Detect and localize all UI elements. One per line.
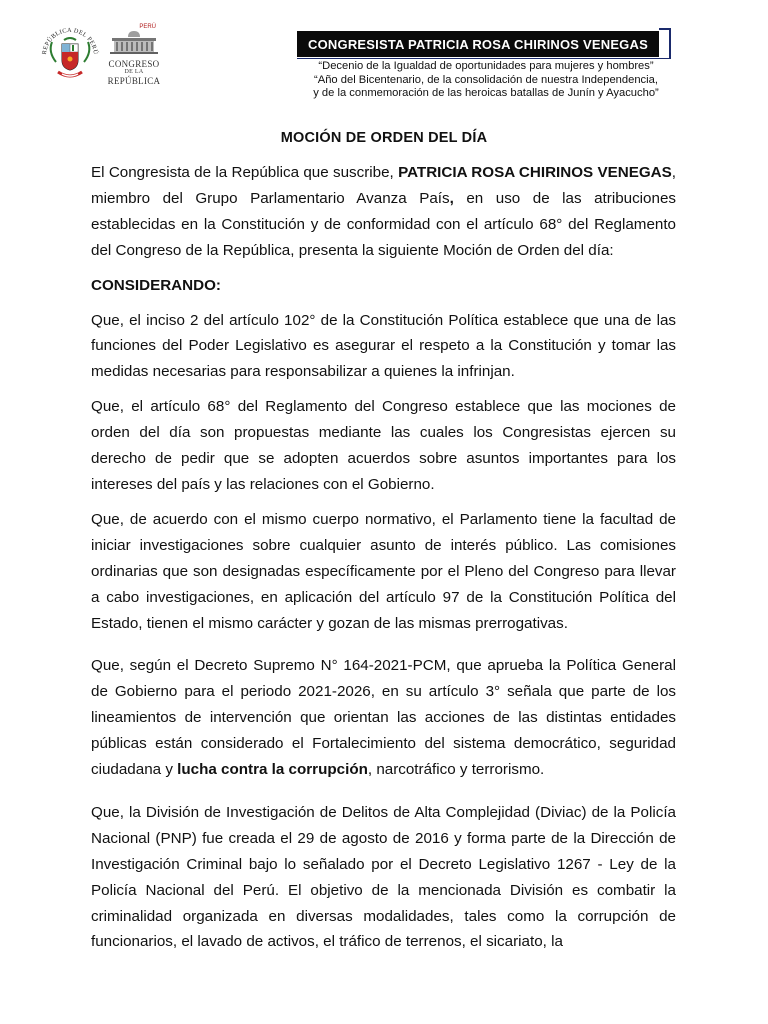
decenio-lines <box>290 60 682 101</box>
document-body <box>91 160 676 955</box>
intro-paragraph <box>91 160 676 264</box>
paragraph-4-post: , narcotráfico y terrorismo. <box>367 761 545 779</box>
letterhead <box>0 0 768 110</box>
intro-post: en uso de las atribuciones establecidas en la Constitución y de conformidad con el artículo 68° del Reglamento del Congreso de la República, presenta la siguiente Moción de Orden del día: <box>91 189 676 259</box>
congreso-logo <box>106 24 162 84</box>
decenio-line-3: y de la conmemoración de las heroicas batallas de Junín y Ayacucho” <box>313 87 659 99</box>
decenio-line-2: “Año del Bicentenario, de la consolidación de nuestra Independencia, <box>314 73 658 86</box>
name-bar-frame <box>659 28 671 59</box>
congresista-name-bar: CONGRESISTA PATRICIA ROSA CHIRINOS VENEGAS <box>297 31 659 57</box>
svg-text:REPÚBLICA DEL PERÚ: REPÚBLICA DEL PERÚ <box>40 26 100 55</box>
paragraph-4 <box>91 653 676 783</box>
name-bar-underline <box>297 58 671 59</box>
decenio-line-1: “Decenio de la Igualdad de oportunidades para mujeres y hombres” <box>318 60 654 72</box>
peru-coat-of-arms-icon <box>38 22 102 86</box>
document-title: MOCIÓN DE ORDEN DEL DÍA <box>280 130 488 146</box>
congresista-name: PATRICIA ROSA CHIRINOS VENEGAS <box>398 164 672 181</box>
paragraph-4-pre: Que, según el Decreto Supremo N° 164-2021-PCM, que aprueba la Política General de Gobierno para el periodo 2021-2026, en su artículo 3° señala que parte de los lineamientos de intervención que orientan las acciones de las distintas entidades públicas están considerado el Fortalecimiento del sistema democrático, seguridad ciudadana y <box>91 657 676 779</box>
intro-comma: , <box>449 189 454 207</box>
paragraph-5: Que, la División de Investigación de Delitos de Alta Complejidad (Diviac) de la Policía Nacional (PNP) fue creada el 29 de agosto de 2016 y forma parte de la Dirección de Investigación Criminal bajo lo señalado por el Decreto Legislativo 1267 - Ley de la Policía Nacional del Perú. El objetivo de la mencionada División es combatir la criminalidad organizada en diversas modalidades, tales como la corrupción de funcionarios, el lavado de activos, el tráfico de terrenos, el sicariato, la <box>91 803 676 951</box>
congress-building-icon <box>106 30 162 54</box>
paragraph-1: Que, el inciso 2 del artículo 102° de la Constitución Política establece que una de las funciones del Poder Legislativo es asegurar el respeto a la Constitución y tomar las medidas necesarias para responsabilizar a quienes la infrinjan. <box>91 311 676 381</box>
congreso-logo-line2: DE LA <box>124 69 144 75</box>
congreso-logo-line1: CONGRESO <box>108 59 160 69</box>
considerando-heading: CONSIDERANDO: <box>91 276 221 294</box>
intro-mid: , miembro del Grupo Parlamentario Avanza País <box>91 164 676 207</box>
paragraph-2: Que, el artículo 68° del Reglamento del Congreso establece que las mociones de orden del día son propuestas mediante las cuales los Congresistas ejercen su derecho de pedir que se adopten acuerdos sobre asuntos importantes para los intereses del país y las relaciones con el Gobierno. <box>91 398 676 493</box>
congreso-logo-line3: REPÚBLICA <box>107 76 161 86</box>
paragraph-3: Que, de acuerdo con el mismo cuerpo normativo, el Parlamento tiene la facultad de iniciar investigaciones sobre cualquier asunto de interés público. Las comisiones ordinarias que son designadas específicamente por el Pleno del Congreso para llevar a cabo investigaciones, en aplicación del artículo 97 de la Constitución Política del Estado, tienen el mismo carácter y gozan de las mismas prerrogativas. <box>91 510 676 632</box>
paragraph-4-bold: lucha contra la corrupción <box>177 761 368 779</box>
congreso-logo-peru: PERÚ <box>139 24 156 30</box>
intro-pre: El Congresista de la República que suscribe, <box>91 164 399 181</box>
